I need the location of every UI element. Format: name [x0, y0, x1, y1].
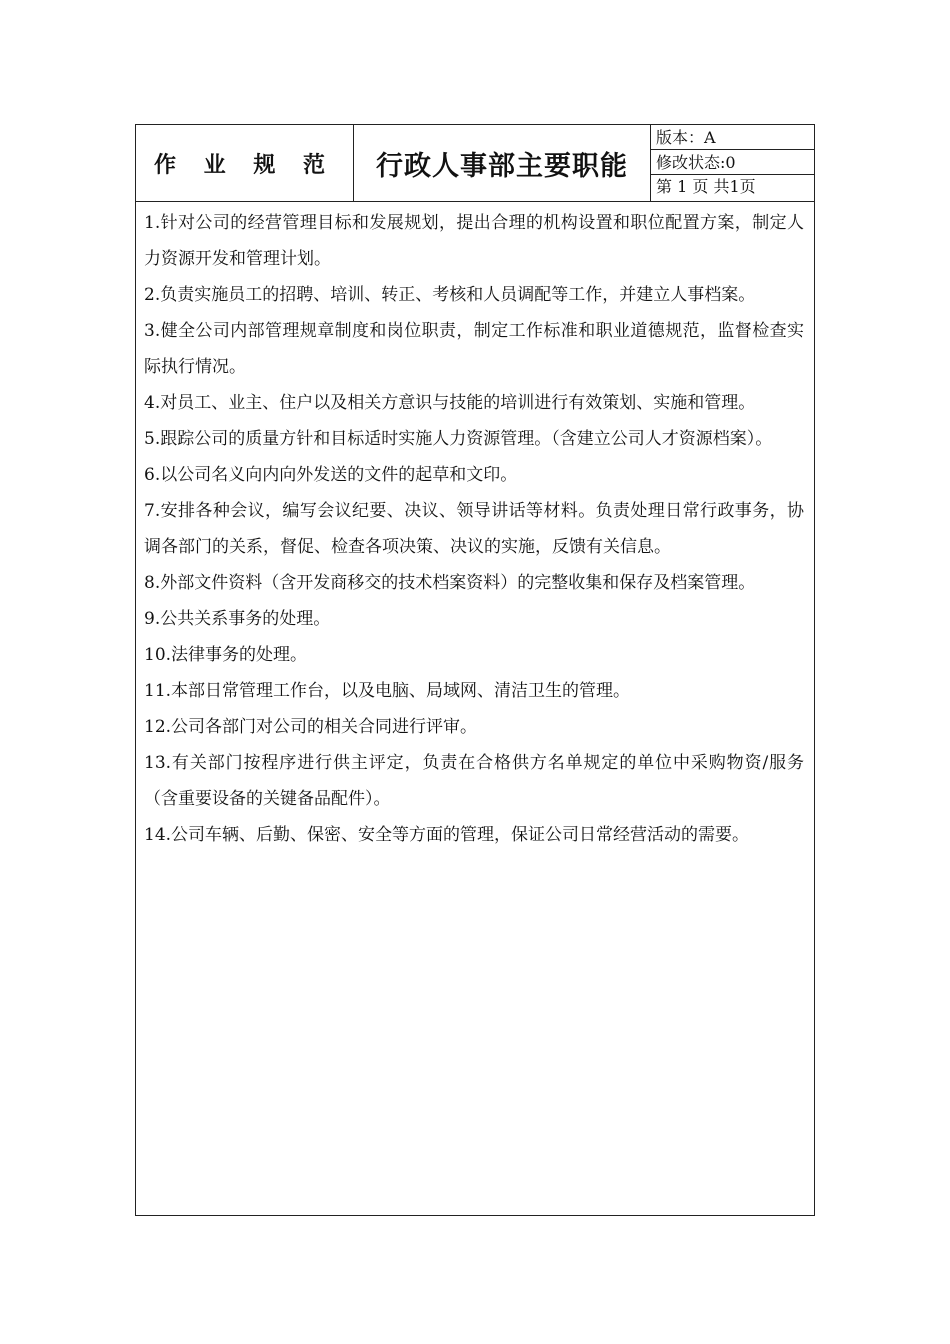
- category-title: 作 业 规 范: [136, 125, 354, 201]
- duty-item: 12.公司各部门对公司的相关合同进行评审。: [144, 717, 478, 737]
- duty-item: 6.以公司名义向内向外发送的文件的起草和文印。: [144, 465, 518, 485]
- version-label: 版本：A: [651, 125, 814, 150]
- meta-cell: [651, 125, 814, 201]
- duty-item: 1.针对公司的经营管理目标和发展规划，提出合理的机构设置和职位配置方案，制定人力资源开发和管理计划。: [144, 213, 804, 269]
- duty-item: 9.公共关系事务的处理。: [144, 609, 331, 629]
- duty-item: 3.健全公司内部管理规章制度和岗位职责，制定工作标准和职业道德规范，监督检查实际执行情况。: [144, 321, 804, 377]
- revision-label: 修改状态:0: [651, 150, 814, 175]
- duty-item: 14.公司车辆、后勤、保密、安全等方面的管理，保证公司日常经营活动的需要。: [144, 825, 750, 845]
- duty-item: 2.负责实施员工的招聘、培训、转正、考核和人员调配等工作，并建立人事档案。: [144, 285, 756, 305]
- duty-item: 10.法律事务的处理。: [144, 645, 308, 665]
- document-table: [135, 124, 815, 1216]
- duty-item: 5.跟踪公司的质量方针和目标适时实施人力资源管理。（含建立公司人才资源档案）。: [144, 429, 773, 449]
- duty-item: 11.本部日常管理工作台，以及电脑、局域网、清洁卫生的管理。: [144, 681, 631, 701]
- duty-item: 7.安排各种会议，编写会议纪要、决议、领导讲话等材料。负责处理日常行政事务，协调各部门的关系，督促、检查各项决策、决议的实施，反馈有关信息。: [144, 501, 804, 557]
- duty-item: 4.对员工、业主、住户以及相关方意识与技能的培训进行有效策划、实施和管理。: [144, 393, 756, 413]
- duties-list: [136, 202, 814, 853]
- duty-item: 8.外部文件资料（含开发商移交的技术档案资料）的完整收集和保存及档案管理。: [144, 573, 756, 593]
- duty-item: 13.有关部门按程序进行供主评定，负责在合格供方名单规定的单位中采购物资/服务（含重要设备的关键备品配件）。: [144, 753, 804, 809]
- page-label: 第 1 页 共1页: [656, 177, 756, 196]
- document-title: 行政人事部主要职能: [354, 125, 651, 201]
- header-row: [136, 125, 814, 202]
